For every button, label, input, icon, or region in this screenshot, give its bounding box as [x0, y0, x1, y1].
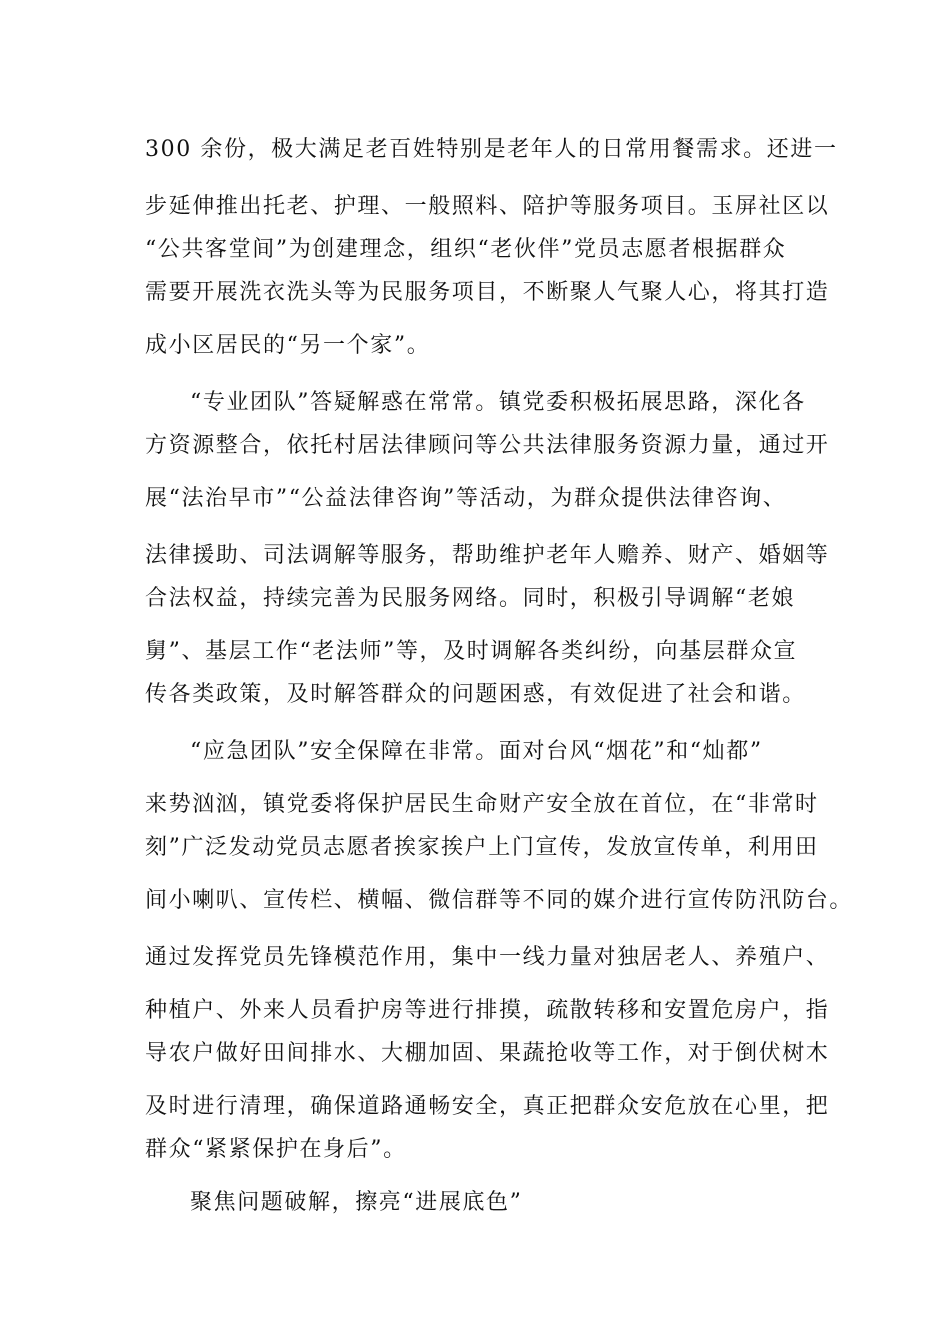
text-line: 通过发挥党员先锋模范作用，集中一线力量对独居老人、养殖户、: [145, 945, 830, 970]
text-line: 舅”、基层工作“老法师”等，及时调解各类纠纷，向基层群众宣: [145, 639, 798, 664]
text-line: 成小区居民的“另一个家”。: [145, 333, 431, 358]
text-line: 群众“紧紧保护在身后”。: [145, 1137, 407, 1162]
text-line: 300 余份，极大满足老百姓特别是老年人的日常用餐需求。还进一: [145, 137, 838, 162]
text-line: 刻”广泛发动党员志愿者挨家挨户上门宣传，发放宣传单，利用田: [145, 835, 819, 860]
text-line: 及时进行清理，确保道路通畅安全，真正把群众安危放在心里，把: [145, 1094, 830, 1119]
text-line: 种植户、外来人员看护房等进行排摸，疏散转移和安置危房户，指: [145, 998, 830, 1023]
text-line: 来势汹汹，镇党委将保护居民生命财产安全放在首位，在“非常时: [145, 792, 819, 817]
text-line: “公共客堂间”为创建理念，组织“老伙伴”党员志愿者根据群众: [145, 237, 787, 262]
text-line: 展“法治早市”“公益法律咨询”等活动，为群众提供法律咨询、: [145, 486, 787, 511]
text-line: 法律援助、司法调解等服务，帮助维护老年人赡养、财产、婚姻等: [145, 543, 830, 568]
text-line: 间小喇叭、宣传栏、横幅、微信群等不同的媒介进行宣传防汛防台。: [145, 888, 854, 913]
text-line: 方资源整合，依托村居法律顾问等公共法律服务资源力量，通过开: [145, 433, 830, 458]
section-heading-line: 聚焦问题破解，擦亮“进展底色”: [190, 1190, 523, 1215]
paragraph-heading-line: “应急团队”安全保障在非常。面对台风“烟花”和“灿都”: [190, 739, 763, 764]
text-line: 需要开展洗衣洗头等为民服务项目，不断聚人气聚人心，将其打造: [145, 280, 830, 305]
text-line: 合法权益，持续完善为民服务网络。同时，积极引导调解“老娘: [145, 586, 796, 611]
paragraph-heading-line: “专业团队”答疑解惑在常常。镇党委积极拓展思路，深化各: [190, 390, 806, 415]
text-line: 传各类政策，及时解答群众的问题困惑，有效促进了社会和谐。: [145, 682, 806, 707]
text-line: 步延伸推出托老、护理、一般照料、陪护等服务项目。玉屏社区以: [145, 194, 830, 219]
text-line: 导农户做好田间排水、大棚加固、果蔬抢收等工作，对于倒伏树木: [145, 1041, 830, 1066]
